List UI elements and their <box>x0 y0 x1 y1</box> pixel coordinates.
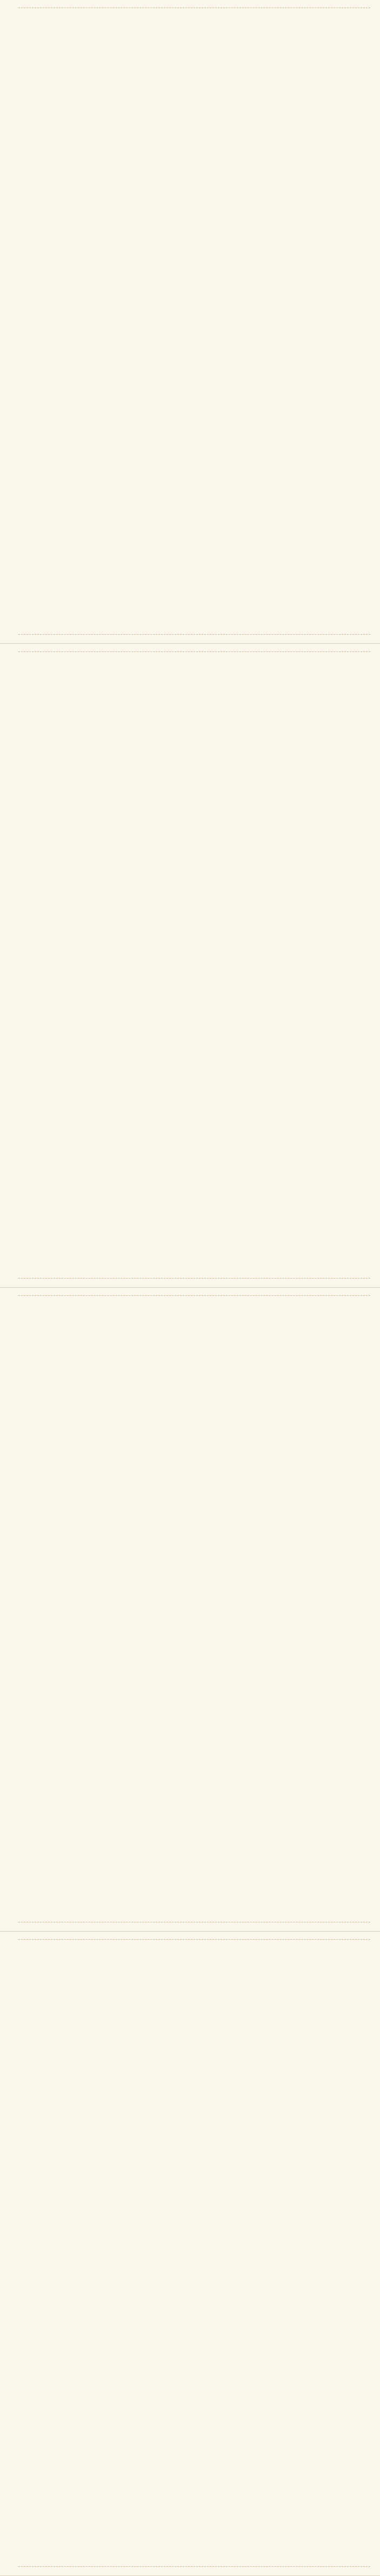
running-header <box>18 4 370 8</box>
page-panel <box>0 644 380 1288</box>
running-header <box>18 1936 370 1940</box>
running-footer <box>18 1278 370 1282</box>
running-footer <box>18 634 370 638</box>
running-footer <box>18 2566 370 2570</box>
page-panel <box>0 0 380 644</box>
running-header <box>18 1292 370 1296</box>
page-panel <box>0 1288 380 1932</box>
running-footer <box>18 1922 370 1926</box>
running-header <box>18 648 370 652</box>
page-panel <box>0 1932 380 2576</box>
